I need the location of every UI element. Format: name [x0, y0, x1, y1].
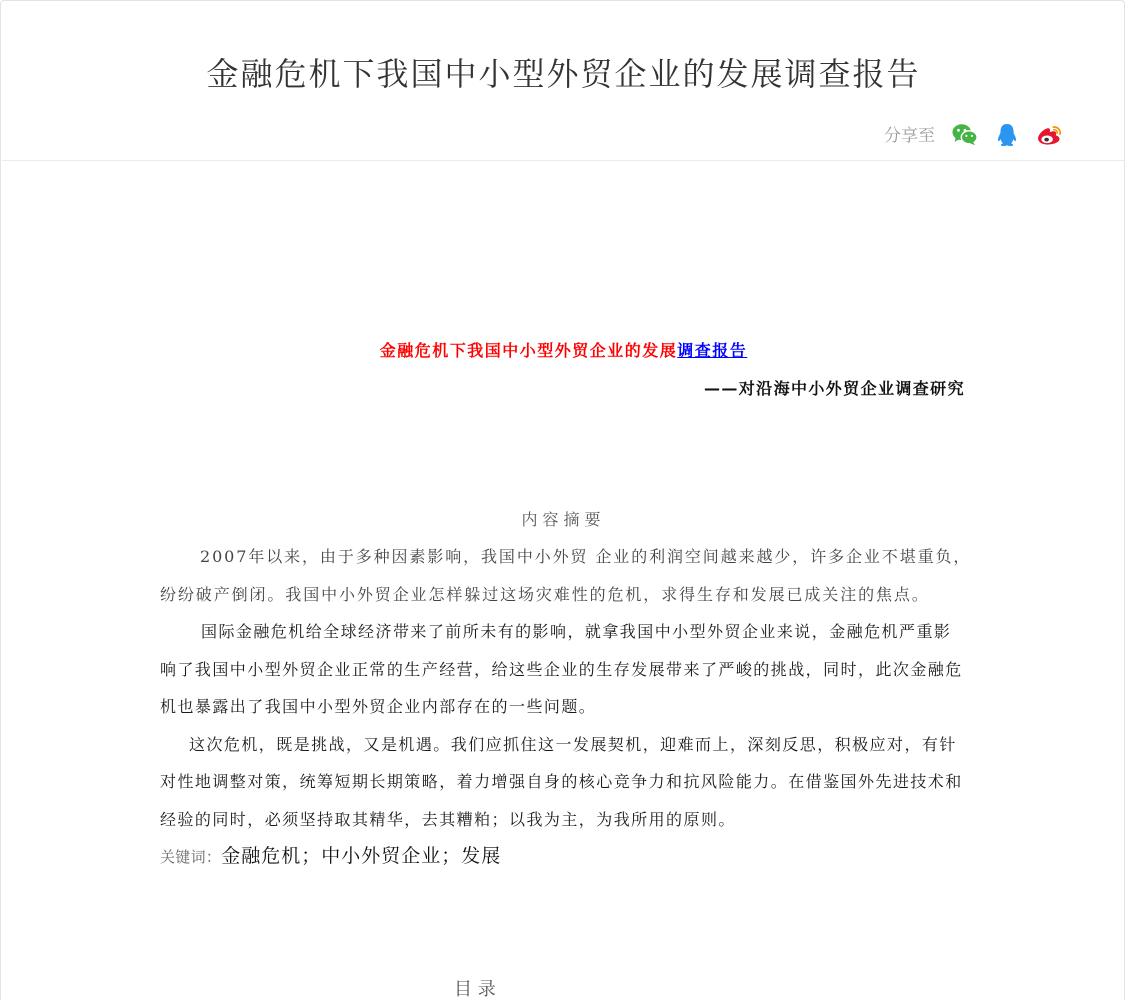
paragraph-line: 响了我国中小型外贸企业正常的生产经营，给这些企业的生存发展带来了严峻的挑战，同时，此次金融危	[160, 659, 963, 679]
abstract-paragraph-3	[160, 726, 980, 839]
document-title-text: 金融危机下我国中小型外贸企业的发展	[379, 341, 678, 360]
weibo-icon[interactable]	[1037, 125, 1062, 146]
keywords-row	[160, 838, 980, 876]
document-title	[1, 332, 1125, 370]
header-divider	[2, 160, 1125, 161]
paragraph-line: 经验的同时，必须坚持取其精华，去其糟粕；以我为主，为我所用的原则。	[160, 809, 736, 829]
abstract-paragraph-1	[160, 538, 980, 613]
qq-icon[interactable]	[997, 123, 1017, 147]
paragraph-line: 国际金融危机给全球经济带来了前所未有的影响，就拿我国中小型外贸企业来说，金融危机严重影	[201, 622, 952, 641]
paragraph-line: 对性地调整对策，统筹短期长期策略，着力增强自身的核心竞争力和抗风险能力。在借鉴国外先进技术和	[160, 772, 963, 791]
paragraph-line: 2007年以来，由于多种因素影响，我国中小外贸 企业的利润空间越来越少，许多企业不堪重负，	[200, 547, 972, 566]
abstract-body	[160, 538, 980, 876]
keywords-value: 金融危机；中小外贸企业；发展	[221, 845, 502, 867]
paragraph-line: 这次危机，既是挑战，又是机遇。我们应抓住这一发展契机，迎难而上，深刻反思，积极应对，有针	[189, 734, 957, 754]
abstract-paragraph-2	[160, 613, 980, 726]
paragraph-line: 纷纷破产倒闭。我国中小外贸企业怎样躲过这场灾难性的危机，求得生存和发展已成关注的焦点。	[160, 584, 930, 604]
toc-heading: 目 录	[454, 979, 496, 1000]
wechat-icon[interactable]	[952, 123, 978, 146]
document-title-link[interactable]: 调查报告	[677, 341, 748, 360]
page-title: 金融危机下我国中小型外贸企业的发展调查报告	[206, 55, 921, 93]
keywords-label: 关键词：	[160, 848, 222, 866]
paragraph-line: 机也暴露出了我国中小型外贸企业内部存在的一些问题。	[160, 697, 597, 716]
share-label: 分享至	[884, 126, 935, 146]
document-subtitle: ——对沿海中小外贸企业调查研究	[703, 379, 965, 398]
abstract-heading: 内容摘要	[521, 510, 606, 529]
